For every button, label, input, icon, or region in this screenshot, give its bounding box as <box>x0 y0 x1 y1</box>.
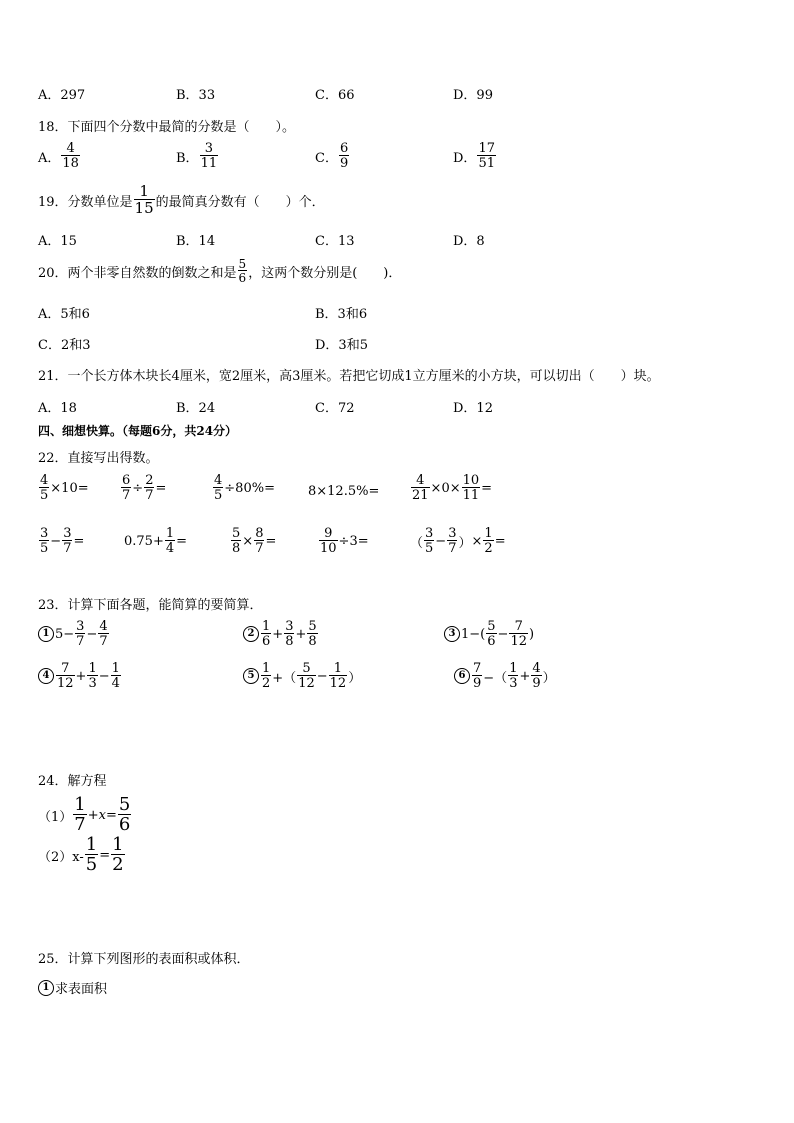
q24-equation-2: （2）x- $\frac{1}{5}$ = $\frac{1}{2}$ <box>38 834 124 875</box>
section-four-title: 四、细想快算。（每题6分，共24分） <box>38 424 238 438</box>
q22-expr-7: 0.75+ $\frac{1}{4}$ = <box>124 526 188 556</box>
q22-expr-3: $\frac{4}{5}$ ÷80%= <box>214 473 275 503</box>
circled-number-6: 6 <box>454 668 470 684</box>
q22-expr-1: $\frac{4}{5}$ ×10= <box>40 473 89 503</box>
q18-stem: 18．下面四个分数中最简的分数是（ ）。 <box>38 120 296 135</box>
q23-problem-1: 1 5− $\frac{3}{7}$ − $\frac{4}{7}$ <box>38 620 110 648</box>
q21-option-b: B．24 <box>176 401 216 416</box>
circled-number-3: 3 <box>444 626 460 642</box>
q23-stem: 23．计算下面各题，能简算的要简算． <box>38 598 263 613</box>
circled-number-4: 4 <box>38 668 54 684</box>
q21-option-a: A．18 <box>38 401 77 416</box>
q22-stem: 22．直接写出得数。 <box>38 451 159 466</box>
circled-number-2: 2 <box>243 626 259 642</box>
q18-option-c: C． $\frac{6}{9}$ <box>315 141 349 171</box>
q21-option-c: C．72 <box>315 401 355 416</box>
q22-expr-4: 8×12.5%= <box>308 484 380 499</box>
q20-option-b: B．3和6 <box>315 307 368 322</box>
q17-option-b: B．33 <box>176 88 216 103</box>
circled-number-1: 1 <box>38 626 54 642</box>
q24-stem: 24．解方程 <box>38 774 107 789</box>
q25-sub-1: 1 求表面积 <box>38 978 107 997</box>
q18-option-a: A． $\frac{4}{18}$ <box>38 141 79 171</box>
q22-expr-6: $\frac{3}{5}$ − $\frac{3}{7}$ = <box>40 526 85 556</box>
q19-option-b: B．14 <box>176 234 216 249</box>
q20-option-d: D．3和5 <box>315 338 368 353</box>
q23-problem-5: 5 $\frac{1}{2}$ +（ $\frac{5}{12}$ − $\frac{1}{12}$ ） <box>243 662 361 690</box>
q24-equation-1: （1） $\frac{1}{7}$ +x= $\frac{5}{6}$ <box>38 794 131 835</box>
q18-option-b: B． $\frac{3}{11}$ <box>176 141 218 171</box>
q22-expr-5: $\frac{4}{21}$ ×0× $\frac{10}{11}$ = <box>412 473 493 503</box>
q23-problem-4: 4 $\frac{7}{12}$ + $\frac{1}{3}$ − $\frac{1}{4}$ <box>38 662 122 690</box>
q21-option-d: D．12 <box>453 401 493 416</box>
q22-expr-10: （ $\frac{3}{5}$ − $\frac{3}{7}$ ） × $\frac{1}{2}$ = <box>410 526 506 556</box>
q20-stem: 20．两个非零自然数的倒数之和是 $\frac{5}{6}$ ，这两个数分别是( )． <box>38 257 402 285</box>
q23-problem-2: 2 $\frac{1}{6}$ + $\frac{3}{8}$ + $\frac{5}{8}$ <box>243 620 319 648</box>
q20-option-c: C．2和3 <box>38 338 91 353</box>
q23-problem-3: 3 1−( $\frac{5}{6}$ − $\frac{7}{12}$ ) <box>444 620 534 648</box>
q22-expr-9: $\frac{9}{10}$ ÷3= <box>320 526 369 556</box>
q18-option-d: D． $\frac{17}{51}$ <box>453 141 495 171</box>
q21-stem: 21．一个长方体木块长4厘米，宽2厘米，高3厘米。若把它切成1立方厘米的小方块，可以切出（ ）块。 <box>38 369 660 384</box>
circled-number-5: 5 <box>243 668 259 684</box>
q19-option-d: D．8 <box>453 234 485 249</box>
q22-expr-2: $\frac{6}{7}$ ÷ $\frac{2}{7}$ = <box>122 473 167 503</box>
q22-expr-8: $\frac{5}{8}$ × $\frac{8}{7}$ = <box>232 526 277 556</box>
circled-number-1: 1 <box>38 980 54 996</box>
q19-option-c: C．13 <box>315 234 355 249</box>
q17-option-c: C．66 <box>315 88 355 103</box>
q25-stem: 25．计算下列图形的表面积或体积． <box>38 952 250 967</box>
q17-option-d: D．99 <box>453 88 493 103</box>
q23-problem-6: 6 $\frac{7}{9}$ −（ $\frac{1}{3}$ + $\frac{4}{9}$ ） <box>454 662 556 690</box>
q19-option-a: A．15 <box>38 234 77 249</box>
q17-option-a: A．297 <box>38 88 86 103</box>
q20-option-a: A．5和6 <box>38 307 90 322</box>
q19-stem: 19．分数单位是 $\frac{1}{15}$ 的最简真分数有（ ）个． <box>38 182 325 217</box>
